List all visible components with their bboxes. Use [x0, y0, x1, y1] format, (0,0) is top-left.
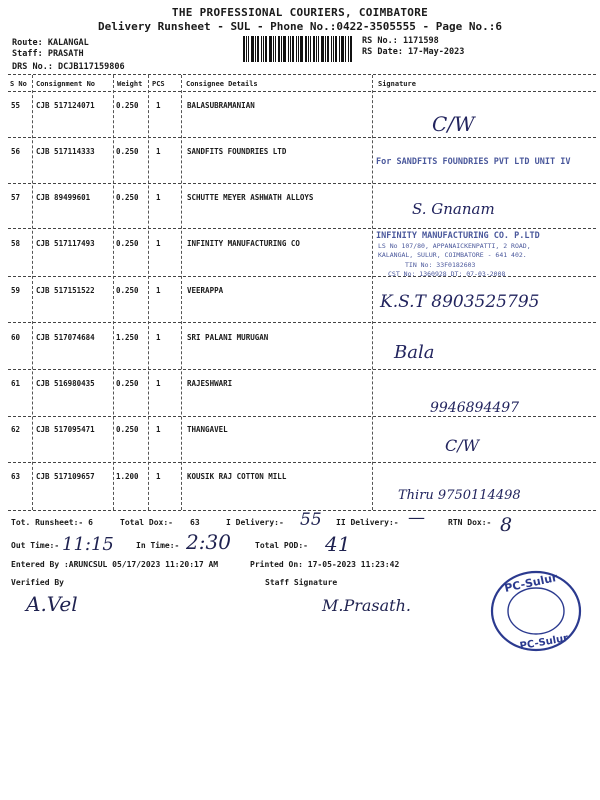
row-rule — [8, 276, 596, 277]
barcode-bar — [281, 36, 282, 62]
row-pcs: 1 — [156, 333, 161, 342]
col-signature: Signature — [378, 80, 416, 88]
barcode — [243, 36, 355, 62]
row-rule — [8, 228, 596, 229]
barcode-bar — [348, 36, 349, 62]
table-header-rule — [8, 91, 596, 92]
total-pod-label: Total POD:- — [255, 541, 308, 550]
printed-on: Printed On: 17-05-2023 11:23:42 — [250, 560, 400, 569]
barcode-bar — [331, 36, 332, 62]
barcode-bar — [290, 36, 291, 62]
barcode-bar — [318, 36, 319, 62]
company-stamp: INFINITY MANUFACTURING CO. P.LTD — [376, 231, 540, 241]
row-weight: 0.250 — [116, 147, 139, 156]
row-rule — [8, 416, 596, 417]
stamp-cst: CST No: 1360928 DT: 07-03-2008 — [388, 270, 506, 278]
barcode-bar — [321, 36, 324, 62]
row-weight: 1.200 — [116, 472, 139, 481]
drs-number: DRS No.: DCJB117159806 — [12, 62, 125, 72]
row-weight: 0.250 — [116, 193, 139, 202]
seal-top-text: PC-Sulur — [503, 570, 559, 595]
row-pcs: 1 — [156, 147, 161, 156]
barcode-bar — [333, 36, 334, 62]
seal-inner-ring — [508, 588, 564, 634]
seal-bottom-text: PC-Sulur — [519, 632, 570, 653]
barcode-bar — [251, 36, 254, 62]
runsheet-subtitle: Delivery Runsheet - SUL - Phone No.:0422-3505555 - Page No.:6 — [98, 20, 502, 33]
barcode-bar — [313, 36, 315, 62]
row-consignment: CJB 517151522 — [36, 286, 95, 295]
barcode-bar — [316, 36, 317, 62]
ii-delivery-value: — — [408, 508, 425, 528]
total-runsheet: Tot. Runsheet:- 6 — [11, 518, 93, 527]
barcode-bar — [325, 36, 326, 62]
col-divider — [32, 75, 33, 510]
entered-by: Entered By :ARUNCSUL 05/17/2023 11:20:17 AM — [11, 560, 219, 569]
rs-date: RS Date: 17-May-2023 — [362, 47, 465, 57]
row-pcs: 1 — [156, 379, 161, 388]
barcode-bar — [335, 36, 337, 62]
barcode-bar — [296, 36, 297, 62]
row-consignee: SCHUTTE MEYER ASHWATH ALLOYS — [187, 193, 314, 202]
in-time-value: 2:30 — [186, 530, 231, 554]
row-signature: K.S.T 8903525795 — [380, 292, 540, 312]
company-title: THE PROFESSIONAL COURIERS, COIMBATORE — [171, 6, 429, 19]
row-consignment: CJB 517109657 — [36, 472, 95, 481]
stamp-address: KALANGAL, SULUR, COIMBATORE - 641 402. — [378, 251, 527, 259]
row-sno: 61 — [11, 379, 21, 388]
col-consignee: Consignee Details — [186, 80, 258, 88]
col-divider — [113, 75, 114, 510]
row-consignment: CJB 517124071 — [36, 101, 95, 110]
row-rule — [8, 322, 596, 323]
total-dox-label: Total Dox:- — [120, 518, 173, 527]
row-pcs: 1 — [156, 101, 161, 110]
barcode-bar — [305, 36, 307, 62]
row-consignee: INFINITY MANUFACTURING CO — [187, 239, 300, 248]
barcode-bar — [308, 36, 309, 62]
barcode-bar — [278, 36, 280, 62]
row-sno: 59 — [11, 286, 21, 295]
barcode-bar — [345, 36, 346, 62]
row-consignee: BALASUBRAMANIAN — [187, 101, 255, 110]
barcode-bar — [255, 36, 256, 62]
row-consignment: CJB 517117493 — [36, 239, 95, 248]
row-consignee: RAJESHWARI — [187, 379, 233, 388]
barcode-bar — [341, 36, 344, 62]
barcode-bar — [269, 36, 272, 62]
total-pod-value: 41 — [325, 532, 351, 556]
post-office-seal — [488, 568, 584, 654]
staff-signature: M.Prasath. — [322, 596, 411, 615]
row-weight: 0.250 — [116, 286, 139, 295]
row-weight: 0.250 — [116, 425, 139, 434]
barcode-bar — [243, 36, 245, 62]
staff-signature-label: Staff Signature — [265, 578, 338, 587]
barcode-bar — [273, 36, 274, 62]
barcode-bar — [298, 36, 299, 62]
barcode-bar — [283, 36, 286, 62]
row-consignment: CJB 516980435 — [36, 379, 95, 388]
col-sno: S No — [10, 80, 27, 88]
rtn-dox-label: RTN Dox:- — [448, 518, 492, 527]
row-pcs: 1 — [156, 425, 161, 434]
row-signature: Bala — [394, 342, 435, 363]
out-time-label: Out Time:- — [11, 541, 60, 550]
i-delivery-label: I Delivery:- — [226, 518, 284, 527]
barcode-bar — [275, 36, 276, 62]
col-consignment: Consignment No — [36, 80, 96, 88]
col-divider — [372, 75, 373, 510]
row-consignee: SRI PALANI MURUGAN — [187, 333, 269, 342]
barcode-bar — [292, 36, 294, 62]
row-pcs: 1 — [156, 239, 161, 248]
row-consignment: CJB 517095471 — [36, 425, 95, 434]
row-pcs: 1 — [156, 193, 161, 202]
row-sno: 55 — [11, 101, 21, 110]
row-pcs: 1 — [156, 286, 161, 295]
row-consignment: CJB 517074684 — [36, 333, 95, 342]
row-weight: 0.250 — [116, 379, 139, 388]
row-signature: Thiru 9750114498 — [398, 488, 521, 503]
row-consignment: CJB 89499601 — [36, 193, 91, 202]
row-pcs: 1 — [156, 472, 161, 481]
verified-signature: A.Vel — [26, 592, 78, 616]
barcode-bar — [327, 36, 329, 62]
row-sno: 57 — [11, 193, 21, 202]
row-consignee: THANGAVEL — [187, 425, 228, 434]
barcode-bar — [300, 36, 303, 62]
company-stamp: For SANDFITS FOUNDRIES PVT LTD UNIT IV — [376, 157, 571, 167]
row-weight: 1.250 — [116, 333, 139, 342]
table-top-rule — [8, 74, 596, 75]
row-rule — [8, 369, 596, 370]
col-divider — [181, 75, 182, 510]
barcode-bar — [339, 36, 340, 62]
stamp-address: LS No 107/80, APPANAICKENPATTI, 2 ROAD, — [378, 242, 531, 250]
row-consignee: KOUSIK RAJ COTTON MILL — [187, 472, 287, 481]
barcode-bar — [265, 36, 267, 62]
row-sno: 60 — [11, 333, 21, 342]
row-signature: C/W — [432, 112, 475, 136]
col-weight: Weight — [117, 80, 143, 88]
in-time-label: In Time:- — [136, 541, 180, 550]
barcode-bar — [350, 36, 352, 62]
row-consignee: VEERAPPA — [187, 286, 224, 295]
row-consignee: SANDFITS FOUNDRIES LTD — [187, 147, 287, 156]
col-divider — [148, 75, 149, 510]
row-rule — [8, 137, 596, 138]
row-rule — [8, 183, 596, 184]
row-consignment: CJB 517114333 — [36, 147, 95, 156]
i-delivery-value: 55 — [300, 510, 322, 530]
barcode-bar — [257, 36, 259, 62]
row-sno: 62 — [11, 425, 21, 434]
row-weight: 0.250 — [116, 101, 139, 110]
out-time-value: 11:15 — [62, 534, 114, 555]
col-pcs: PCS — [152, 80, 165, 88]
ii-delivery-label: II Delivery:- — [336, 518, 399, 527]
stamp-tin: TIN No: 33F0182603 — [405, 261, 476, 269]
row-signature: S. Gnanam — [412, 200, 495, 218]
rtn-dox-value: 8 — [500, 514, 513, 536]
total-dox-value: 63 — [190, 518, 200, 527]
row-sno: 63 — [11, 472, 21, 481]
row-signature: C/W — [445, 436, 480, 455]
verified-by-label: Verified By — [11, 578, 64, 587]
row-signature: 9946894497 — [430, 400, 520, 416]
barcode-bar — [310, 36, 311, 62]
route-label: Route: KALANGAL — [12, 38, 89, 48]
row-sno: 56 — [11, 147, 21, 156]
barcode-bar — [246, 36, 247, 62]
staff-label: Staff: PRASATH — [12, 49, 84, 59]
barcode-bar — [261, 36, 262, 62]
barcode-bar — [288, 36, 289, 62]
row-weight: 0.250 — [116, 239, 139, 248]
barcode-bar — [263, 36, 264, 62]
barcode-bar — [248, 36, 249, 62]
rs-number: RS No.: 1171598 — [362, 36, 439, 46]
row-rule — [8, 462, 596, 463]
row-sno: 58 — [11, 239, 21, 248]
